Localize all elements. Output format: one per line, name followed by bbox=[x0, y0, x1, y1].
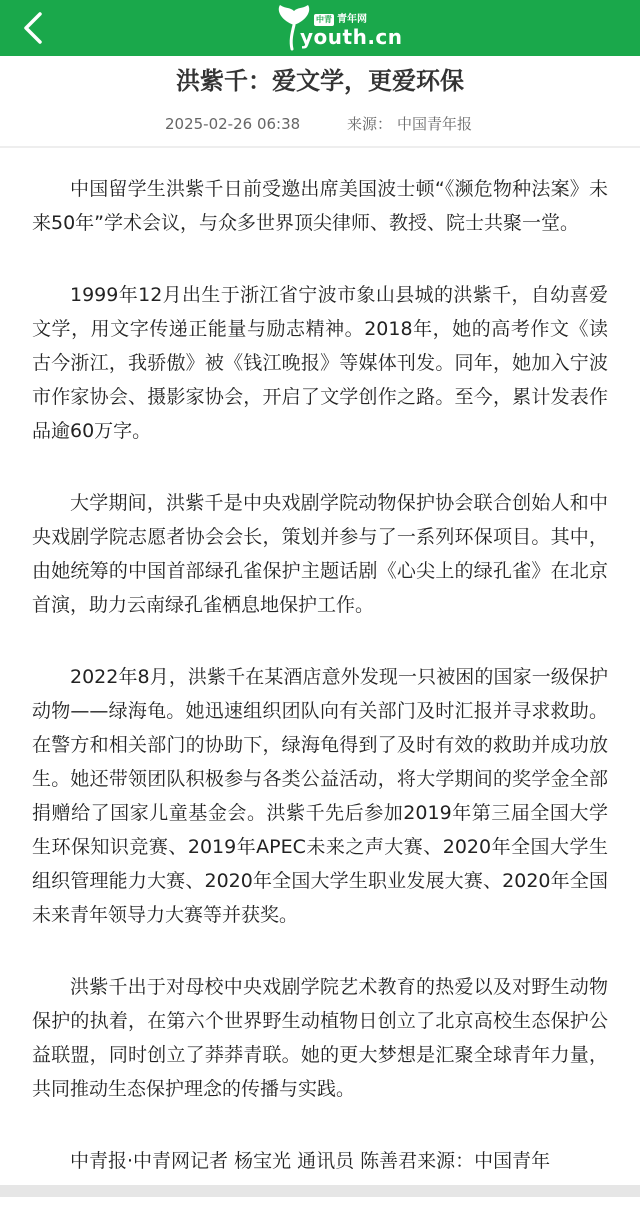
paragraph: 洪紫千出于对母校中央戏剧学院艺术教育的热爱以及对野生动物保护的执着，在第六个世界野生动植物日创立了北京高校生态保护公益联盟，同时创立了莽莽青联。她的更大梦想是汇聚全球青年力量，共同推动生态保护理念的传播与实践。 bbox=[32, 976, 608, 1100]
paragraph: 1999年12月出生于浙江省宁波市象山县城的洪紫千，自幼喜爱文学，用文字传递正能量与励志精神。2018年，她的高考作文《读古今浙江，我骄傲》被《钱江晚报》等媒体刊发。同年，她加入宁波市作家协会、摄影家协会，开启了文学创作之路。至今，累计发表作品逾60万字。 bbox=[32, 284, 608, 442]
paragraph: 中国留学生洪紫千日前受邀出席美国波士顿“《濒危物种法案》未来50年”学术会议，与众多世界顶尖律师、教授、院士共聚一堂。 bbox=[32, 178, 608, 234]
paragraph: 大学期间，洪紫千是中央戏剧学院动物保护协会联合创始人和中央戏剧学院志愿者协会会长，策划并参与了一系列环保项目。其中，由她统筹的中国首部绿孔雀保护主题话剧《心尖上的绿孔雀》在北京首演，助力云南绿孔雀栖息地保护工作。 bbox=[32, 492, 608, 616]
paragraph-credits: 中青报·中青网记者 杨宝光 通讯员 陈善君来源：中国青年 bbox=[70, 1150, 551, 1172]
site-logo[interactable] bbox=[272, 3, 412, 51]
logo-badge-label: 中青 bbox=[316, 15, 332, 24]
source-label: 来源： bbox=[347, 115, 393, 133]
paragraph: 2022年8月，洪紫千在某酒店意外发现一只被困的国家一级保护动物——绿海龟。她迅速组织团队向有关部门及时汇报并寻求救助。在警方和相关部门的协助下，绿海龟得到了及时有效的救助并成功放生。她还带领团队积极参与各类公益活动，将大学期间的奖学金全部捐赠给了国家儿童基金会。洪紫千先后参加2019年第三届全国大学生环保知识竞赛、2019年APEC未来之声大赛、2020年全国大学生组织管理能力大赛、2020年全国大学生职业发展大赛、2020年全国未来青年领导力大赛等并获奖。 bbox=[32, 666, 608, 926]
bottom-bar bbox=[0, 1185, 640, 1197]
back-button[interactable] bbox=[14, 8, 54, 48]
chevron-left-icon bbox=[14, 8, 54, 48]
top-bar bbox=[0, 0, 640, 56]
logo-badge-suffix: 青年网 bbox=[337, 14, 367, 25]
publish-date: 2025-02-26 06:38 bbox=[165, 115, 301, 133]
divider bbox=[0, 146, 640, 148]
article-body bbox=[32, 172, 608, 1216]
article-title: 洪紫千：爱文学，更爱环保 bbox=[176, 67, 464, 95]
logo-wordmark: youth.cn bbox=[300, 25, 403, 49]
source-name: 中国青年报 bbox=[397, 115, 473, 133]
